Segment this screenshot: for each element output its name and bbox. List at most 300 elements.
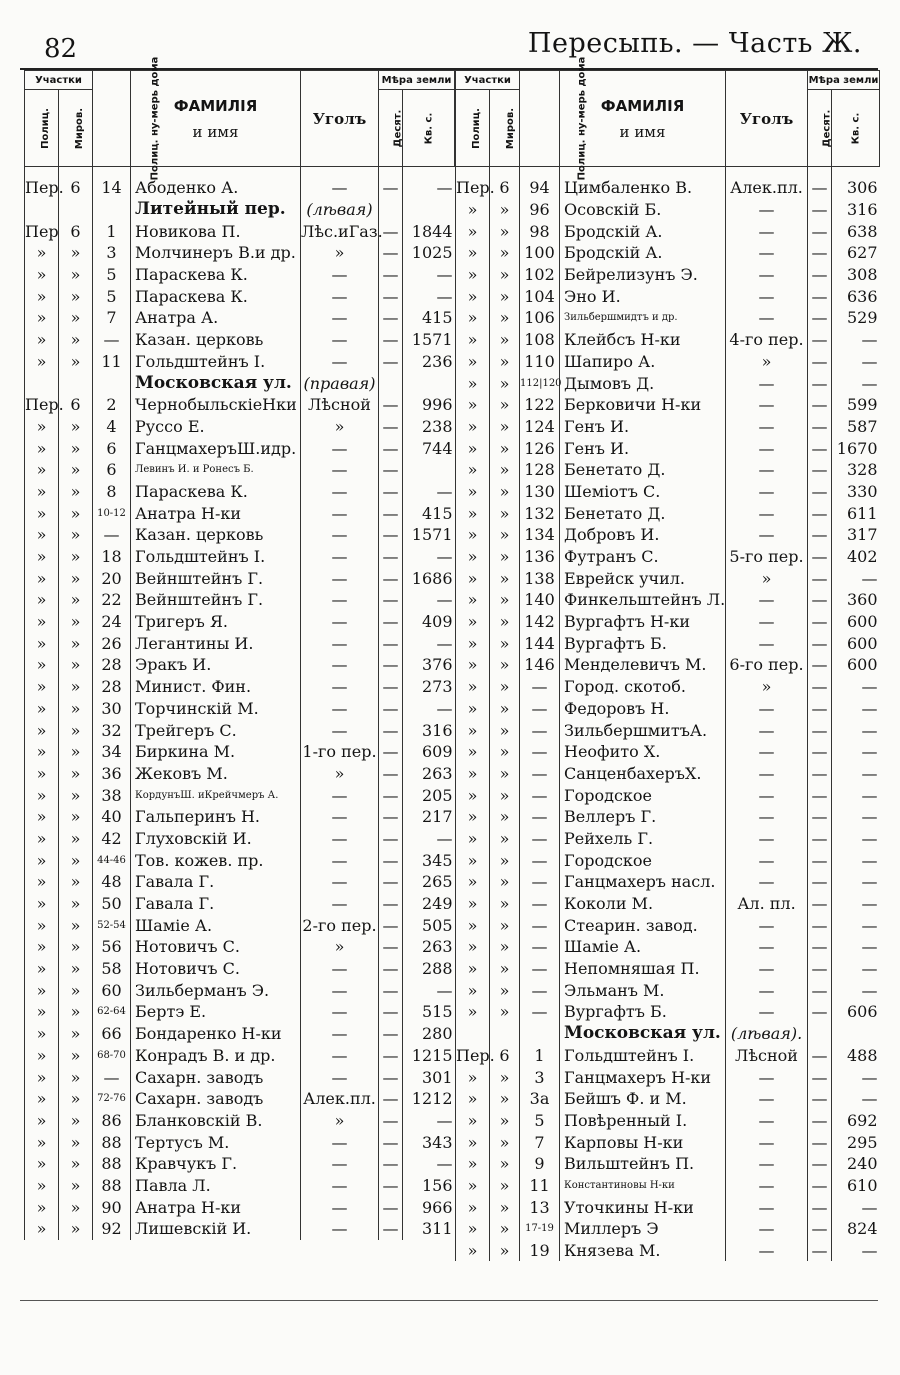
owner-name-cell: Бродскій А.: [560, 242, 726, 264]
sq-sazhen-cell: 205: [403, 784, 455, 806]
desyatin-cell: —: [808, 958, 832, 980]
corner-cell: »: [301, 242, 379, 264]
sq-sazhen-cell: —: [832, 936, 880, 958]
magistrate-district-cell: »: [490, 372, 520, 394]
sq-sazhen-cell: 415: [403, 502, 455, 524]
owner-name-cell: Осовскій Б.: [560, 199, 726, 221]
magistrate-district-cell: »: [490, 763, 520, 785]
empty-cell: [93, 372, 131, 394]
house-number-cell: —: [93, 524, 131, 546]
house-number-cell: 42: [93, 828, 131, 850]
police-district-cell: »: [456, 1153, 490, 1175]
police-district-cell: »: [25, 719, 59, 741]
corner-cell: —: [301, 437, 379, 459]
owner-name-cell: Генъ И.: [560, 416, 726, 438]
corner-cell: —: [726, 242, 808, 264]
owner-name-cell: Кравчукъ Г.: [131, 1153, 301, 1175]
desyatin-cell: —: [379, 1066, 403, 1088]
magistrate-district-cell: 6: [59, 394, 93, 416]
police-district-cell: »: [456, 698, 490, 720]
table-row: [25, 351, 455, 373]
owner-name-cell: Жековъ М.: [131, 763, 301, 785]
sq-sazhen-cell: 156: [403, 1175, 455, 1197]
table-row: [25, 481, 455, 503]
desyatin-cell: —: [808, 1088, 832, 1110]
corner-cell: »: [301, 763, 379, 785]
house-number-cell: 3: [520, 1066, 560, 1088]
table-row: [456, 459, 880, 481]
police-district-cell: »: [25, 502, 59, 524]
header-surname: ФАМИЛІЯ и имя: [131, 71, 301, 167]
house-number-cell: 26: [93, 632, 131, 654]
empty-cell: [403, 199, 455, 221]
table-row: [456, 177, 880, 199]
desyatin-cell: —: [808, 307, 832, 329]
house-number-cell: 62-64: [93, 1001, 131, 1023]
sq-sazhen-cell: —: [832, 719, 880, 741]
owner-name-cell: Федоровъ Н.: [560, 698, 726, 720]
house-number-cell: 2: [93, 394, 131, 416]
magistrate-district-cell: »: [59, 459, 93, 481]
police-district-cell: »: [456, 1131, 490, 1153]
sq-sazhen-cell: 606: [832, 1001, 880, 1023]
owner-name-cell: Тригеръ Я.: [131, 611, 301, 633]
table-row: [456, 264, 880, 286]
table-row: [456, 351, 880, 373]
table-row: [25, 1001, 455, 1023]
police-district-cell: »: [25, 437, 59, 459]
magistrate-district-cell: »: [59, 567, 93, 589]
house-number-cell: 90: [93, 1196, 131, 1218]
house-number-cell: 48: [93, 871, 131, 893]
police-district-cell: »: [456, 199, 490, 221]
house-number-cell: 96: [520, 199, 560, 221]
house-number-cell: 3а: [520, 1088, 560, 1110]
magistrate-district-cell: »: [59, 719, 93, 741]
desyatin-cell: —: [808, 914, 832, 936]
desyatin-cell: —: [379, 893, 403, 915]
magistrate-district-cell: »: [59, 242, 93, 264]
table-row: [456, 763, 880, 785]
house-number-cell: 128: [520, 459, 560, 481]
owner-name-cell: Еврейск учил.: [560, 567, 726, 589]
house-number-cell: 100: [520, 242, 560, 264]
magistrate-district-cell: »: [59, 1045, 93, 1067]
house-number-cell: 28: [93, 676, 131, 698]
right-table-body: [456, 167, 880, 1262]
owner-name-cell: Новикова П.: [131, 220, 301, 242]
police-district-cell: »: [25, 741, 59, 763]
empty-cell: [93, 199, 131, 221]
table-row: [456, 698, 880, 720]
corner-cell: —: [726, 1218, 808, 1240]
street-side: (правая): [301, 372, 379, 394]
table-row: [456, 502, 880, 524]
corner-cell: —: [726, 611, 808, 633]
owner-name-cell: Шаміе А.: [560, 936, 726, 958]
owner-name-cell: Анатра Н-ки: [131, 1196, 301, 1218]
desyatin-cell: —: [379, 936, 403, 958]
police-district-cell: »: [456, 741, 490, 763]
owner-name-cell: Константиновы Н-ки: [560, 1175, 726, 1197]
owner-name-cell: Гольдштейнъ I.: [131, 546, 301, 568]
house-number-cell: —: [520, 936, 560, 958]
empty-cell: [25, 372, 59, 394]
desyatin-cell: —: [379, 394, 403, 416]
corner-cell: —: [726, 828, 808, 850]
corner-cell: —: [301, 806, 379, 828]
house-number-cell: 56: [93, 936, 131, 958]
sq-sazhen-cell: 238: [403, 416, 455, 438]
police-district-cell: »: [456, 1066, 490, 1088]
house-number-cell: 144: [520, 632, 560, 654]
owner-name-cell: ГанцмахеръШ.идр.: [131, 437, 301, 459]
table-row: [25, 1110, 455, 1132]
magistrate-district-cell: »: [490, 264, 520, 286]
magistrate-district-cell: »: [490, 676, 520, 698]
sq-sazhen-cell: 360: [832, 589, 880, 611]
corner-cell: »: [726, 567, 808, 589]
police-district-cell: »: [456, 329, 490, 351]
owner-name-cell: Вильштейнъ П.: [560, 1153, 726, 1175]
desyatin-cell: —: [808, 589, 832, 611]
corner-cell: —: [726, 849, 808, 871]
desyatin-cell: —: [379, 1110, 403, 1132]
desyatin-cell: —: [808, 871, 832, 893]
desyatin-cell: —: [808, 979, 832, 1001]
police-district-cell: »: [456, 307, 490, 329]
house-number-cell: 24: [93, 611, 131, 633]
corner-cell: —: [726, 914, 808, 936]
magistrate-district-cell: »: [59, 1153, 93, 1175]
table-row: [25, 763, 455, 785]
magistrate-district-cell: »: [490, 220, 520, 242]
police-district-cell: »: [25, 1023, 59, 1045]
corner-cell: [301, 167, 379, 178]
owner-name-cell: Легантины И.: [131, 632, 301, 654]
owner-name-cell: Шеміотъ С.: [560, 481, 726, 503]
desyatin-cell: —: [379, 914, 403, 936]
magistrate-district-cell: »: [59, 416, 93, 438]
corner-cell: —: [726, 1153, 808, 1175]
table-row: [25, 741, 455, 763]
house-number-cell: —: [520, 784, 560, 806]
table-row: [25, 719, 455, 741]
desyatin-cell: —: [379, 177, 403, 199]
police-district-cell: »: [456, 481, 490, 503]
desyatin-cell: —: [808, 632, 832, 654]
header-corner: Уголъ: [726, 71, 808, 167]
table-row: [456, 958, 880, 980]
police-district-cell: »: [25, 871, 59, 893]
table-row: [25, 524, 455, 546]
owner-name-cell: Бенетато Д.: [560, 459, 726, 481]
table-row: [456, 589, 880, 611]
desyatin-cell: —: [808, 437, 832, 459]
owner-name-cell: СанценбахеръХ.: [560, 763, 726, 785]
sq-sazhen-cell: —: [832, 806, 880, 828]
header-land-measure: Мѣра земли: [379, 71, 455, 90]
corner-cell: 6-го пер.: [726, 654, 808, 676]
sq-sazhen-cell: —: [403, 589, 455, 611]
desyatin-cell: —: [379, 958, 403, 980]
owner-name-cell: Параскева К.: [131, 264, 301, 286]
owner-name-cell: Город. скотоб.: [560, 676, 726, 698]
owner-name-cell: Неофито Х.: [560, 741, 726, 763]
owner-name-cell: Князева М.: [560, 1240, 726, 1262]
house-number-cell: —: [520, 698, 560, 720]
corner-cell: —: [301, 1131, 379, 1153]
desyatin-cell: —: [379, 1023, 403, 1045]
magistrate-district-cell: »: [490, 611, 520, 633]
desyatin-cell: —: [808, 611, 832, 633]
corner-cell: —: [726, 719, 808, 741]
magistrate-district-cell: 6: [490, 1045, 520, 1067]
desyatin-cell: —: [808, 1001, 832, 1023]
corner-cell: —: [301, 481, 379, 503]
magistrate-district-cell: »: [490, 1153, 520, 1175]
desyatin-cell: —: [808, 177, 832, 199]
magistrate-district-cell: »: [59, 1001, 93, 1023]
corner-cell: Лѣсной: [301, 394, 379, 416]
owner-name-cell: Шапиро А.: [560, 351, 726, 373]
magistrate-district-cell: »: [490, 698, 520, 720]
desyatin-cell: —: [379, 763, 403, 785]
police-district-cell: »: [456, 285, 490, 307]
police-district-cell: »: [25, 524, 59, 546]
sq-sazhen-cell: —: [832, 1066, 880, 1088]
sq-sazhen-cell: [832, 167, 880, 178]
corner-cell: —: [726, 459, 808, 481]
corner-cell: —: [301, 502, 379, 524]
empty-cell: [808, 1023, 832, 1045]
house-number-cell: 1: [520, 1045, 560, 1067]
sq-sazhen-cell: —: [832, 698, 880, 720]
empty-cell: [520, 1023, 560, 1045]
desyatin-cell: —: [808, 849, 832, 871]
magistrate-district-cell: »: [59, 524, 93, 546]
magistrate-district-cell: »: [59, 1066, 93, 1088]
house-number-cell: 14: [93, 177, 131, 199]
desyatin-cell: —: [808, 1153, 832, 1175]
magistrate-district-cell: »: [490, 741, 520, 763]
table-row: [456, 1110, 880, 1132]
house-number-cell: [520, 167, 560, 178]
owner-name-cell: Добровъ И.: [560, 524, 726, 546]
magistrate-district-cell: »: [490, 632, 520, 654]
corner-cell: Лѣс.иГаз.: [301, 221, 383, 241]
sq-sazhen-cell: 599: [832, 394, 880, 416]
magistrate-district-cell: »: [490, 394, 520, 416]
magistrate-district-cell: »: [59, 285, 93, 307]
owner-name-cell: Сахарн. заводъ: [131, 1088, 301, 1110]
house-number-cell: 1: [93, 220, 131, 242]
owner-name-cell: Генъ И.: [560, 437, 726, 459]
magistrate-district-cell: »: [59, 828, 93, 850]
table-row: [25, 676, 455, 698]
police-district-cell: »: [25, 611, 59, 633]
corner-cell: —: [726, 763, 808, 785]
magistrate-district-cell: »: [490, 242, 520, 264]
sq-sazhen-cell: —: [832, 329, 880, 351]
magistrate-district-cell: »: [490, 719, 520, 741]
table-row: [25, 828, 455, 850]
magistrate-district-cell: »: [490, 567, 520, 589]
sq-sazhen-cell: 609: [403, 741, 455, 763]
desyatin-cell: —: [808, 351, 832, 373]
magistrate-district-cell: »: [59, 329, 93, 351]
police-district-cell: »: [25, 264, 59, 286]
table-row: [456, 893, 880, 915]
sq-sazhen-cell: 587: [832, 416, 880, 438]
magistrate-district-cell: »: [490, 654, 520, 676]
house-number-cell: 7: [93, 307, 131, 329]
desyatin-cell: —: [808, 1175, 832, 1197]
header-desyatin: Десят.: [379, 90, 403, 167]
table-row: [456, 220, 880, 242]
header-police: Полиц.: [456, 90, 490, 167]
desyatin-cell: —: [379, 828, 403, 850]
corner-cell: —: [301, 849, 379, 871]
house-number-cell: —: [93, 1066, 131, 1088]
house-number-cell: 6: [93, 459, 131, 481]
magistrate-district-cell: »: [59, 632, 93, 654]
sq-sazhen-cell: 1212: [403, 1088, 455, 1110]
sq-sazhen-cell: 345: [403, 849, 455, 871]
police-district-cell: »: [456, 264, 490, 286]
corner-cell: 5-го пер.: [726, 546, 808, 568]
owner-name-cell: Павла Л.: [131, 1175, 301, 1197]
table-row: [456, 242, 880, 264]
corner-cell: —: [726, 220, 808, 242]
house-number-cell: 122: [520, 394, 560, 416]
desyatin-cell: —: [808, 394, 832, 416]
magistrate-district-cell: »: [59, 1088, 93, 1110]
police-district-cell: »: [25, 481, 59, 503]
police-district-cell: »: [25, 285, 59, 307]
magistrate-district-cell: »: [490, 914, 520, 936]
police-district-cell: »: [25, 351, 59, 373]
house-number-cell: 86: [93, 1110, 131, 1132]
desyatin-cell: —: [379, 546, 403, 568]
table-row: [25, 893, 455, 915]
desyatin-cell: —: [808, 459, 832, 481]
empty-cell: [456, 1023, 490, 1045]
corner-cell: —: [726, 1175, 808, 1197]
police-district-cell: »: [25, 242, 59, 264]
table-row: [456, 1240, 880, 1262]
magistrate-district-cell: »: [59, 806, 93, 828]
police-district-cell: »: [25, 567, 59, 589]
police-district-cell: »: [456, 828, 490, 850]
house-number-cell: 104: [520, 285, 560, 307]
sq-sazhen-cell: —: [832, 871, 880, 893]
police-district-cell: »: [25, 828, 59, 850]
right-table-panel: [455, 56, 879, 1261]
magistrate-district-cell: »: [59, 784, 93, 806]
sq-sazhen-cell: 316: [403, 719, 455, 741]
desyatin-cell: —: [808, 1066, 832, 1088]
empty-cell: [59, 372, 93, 394]
sq-sazhen-cell: 311: [403, 1218, 455, 1240]
corner-cell: —: [726, 784, 808, 806]
desyatin-cell: —: [808, 264, 832, 286]
police-district-cell: »: [25, 329, 59, 351]
corner-cell: —: [301, 871, 379, 893]
police-district-cell: »: [456, 524, 490, 546]
sq-sazhen-cell: —: [403, 1110, 455, 1132]
table-row: [25, 502, 455, 524]
magistrate-district-cell: »: [59, 914, 93, 936]
sq-sazhen-cell: 308: [832, 264, 880, 286]
magistrate-district-cell: »: [490, 828, 520, 850]
magistrate-district-cell: »: [490, 589, 520, 611]
desyatin-cell: —: [379, 264, 403, 286]
house-number-cell: 130: [520, 481, 560, 503]
owner-name-cell: Шаміе А.: [131, 914, 301, 936]
sq-sazhen-cell: 611: [832, 502, 880, 524]
house-number-cell: 13: [520, 1196, 560, 1218]
table-row: [25, 871, 455, 893]
house-number-cell: 88: [93, 1153, 131, 1175]
corner-cell: —: [301, 719, 379, 741]
table-row: [25, 177, 455, 199]
corner-cell: —: [301, 1001, 379, 1023]
table-row: [25, 914, 455, 936]
corner-cell: —: [726, 372, 808, 394]
police-district-cell: »: [456, 676, 490, 698]
magistrate-district-cell: »: [59, 1196, 93, 1218]
sq-sazhen-cell: 505: [403, 914, 455, 936]
table-row: [25, 1045, 455, 1067]
corner-cell: —: [726, 1066, 808, 1088]
desyatin-cell: —: [379, 1045, 403, 1067]
sq-sazhen-cell: —: [832, 741, 880, 763]
table-row: [25, 285, 455, 307]
corner-cell: —: [301, 1153, 379, 1175]
desyatin-cell: —: [808, 372, 832, 394]
house-number-cell: 18: [93, 546, 131, 568]
police-district-cell: »: [25, 546, 59, 568]
desyatin-cell: —: [379, 849, 403, 871]
magistrate-district-cell: »: [490, 1240, 520, 1262]
sq-sazhen-cell: —: [832, 784, 880, 806]
house-number-cell: 4: [93, 416, 131, 438]
house-number-cell: 34: [93, 741, 131, 763]
table-row: [456, 437, 880, 459]
desyatin-cell: —: [808, 567, 832, 589]
desyatin-cell: —: [808, 416, 832, 438]
header-magistrate: Миров.: [59, 90, 93, 167]
police-district-cell: »: [456, 979, 490, 1001]
magistrate-district-cell: »: [59, 979, 93, 1001]
magistrate-district-cell: »: [490, 329, 520, 351]
owner-name-cell: Зильберманъ Э.: [131, 979, 301, 1001]
sq-sazhen-cell: 1571: [403, 524, 455, 546]
owner-name-cell: Ганцмахеръ насл.: [560, 871, 726, 893]
corner-cell: —: [301, 893, 379, 915]
police-district-cell: »: [456, 459, 490, 481]
police-district-cell: »: [25, 806, 59, 828]
table-row: [456, 524, 880, 546]
owner-name-cell: Городское: [560, 784, 726, 806]
corner-cell: »: [301, 416, 379, 438]
table-row: [25, 1023, 455, 1045]
magistrate-district-cell: »: [490, 416, 520, 438]
corner-cell: —: [726, 698, 808, 720]
owner-name-cell: Гальперинъ Н.: [131, 806, 301, 828]
sq-sazhen-cell: 1670: [832, 437, 880, 459]
